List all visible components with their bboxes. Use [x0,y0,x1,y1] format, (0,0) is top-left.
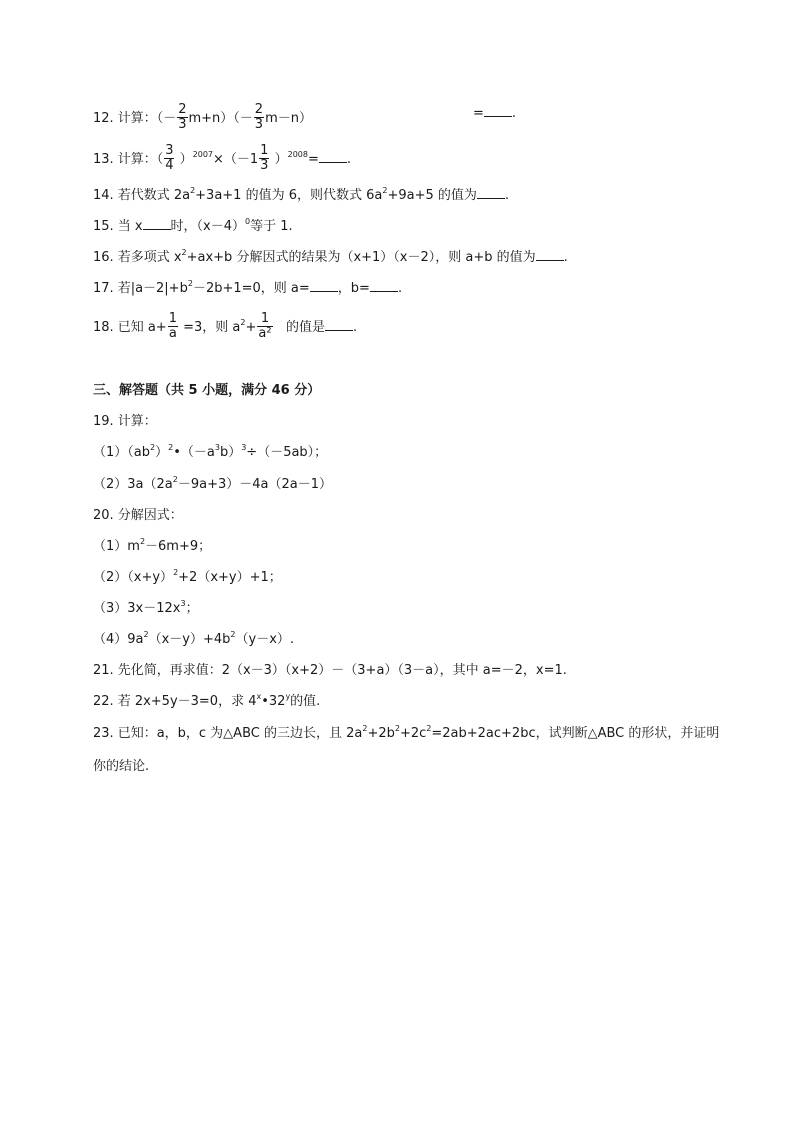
period: . [352,320,358,335]
answer-blank-b[interactable] [370,279,398,292]
question-number: 12. [93,111,114,126]
exponent: 3 [180,599,186,608]
answer-area [473,104,516,123]
expr-text: （4）9a [93,632,144,647]
fraction [168,312,178,341]
question-23-continued [93,758,149,776]
expr-text: ） [179,152,193,167]
exponent: 2 [382,186,388,195]
question-text: +9a+5 的值为 [387,188,477,203]
expr-text: ） [155,445,169,460]
question-label: 计算： [117,414,157,429]
question-19 [93,413,157,431]
question-text: 若 2x+5y－3=0，求 4 [117,694,257,709]
question-label: 计算： [117,111,157,126]
answer-blank[interactable] [477,186,505,199]
question-number: 14. [93,188,114,203]
question-20 [93,507,183,525]
fraction [177,103,187,132]
answer-blank[interactable] [484,104,512,117]
question-number: 21. [93,663,114,678]
exponent: 2 [240,318,246,327]
question-number: 18. [93,320,114,335]
question-20-part-4 [93,631,294,649]
section-title: 三、解答题（共 5 小题，满分 46 分） [93,383,321,398]
exponent: 2 [187,279,193,288]
expr-text: ） [274,152,288,167]
answer-blank[interactable] [536,248,564,261]
question-number: 19. [93,414,114,429]
period: . [511,106,517,121]
expr-text: （2）（x+y） [93,570,174,585]
question-text: 已知：a，b，c 为△ABC 的三边长，且 2a [117,726,363,741]
expr-text: （3）3x－12x [93,601,181,616]
exponent: x [256,692,262,701]
fraction-numerator: 2 [254,102,264,117]
question-21 [93,662,567,680]
expr-text: ； [185,601,199,616]
question-20-part-2 [93,569,282,587]
question-19-part-2 [93,476,332,494]
answer-blank[interactable] [325,318,353,331]
exponent: 2 [168,443,174,452]
expr-text: （2）3a（2a [93,477,173,492]
expr-text: 计算：（ [117,152,164,167]
exponent: 2007 [192,150,213,159]
exponent: 2 [394,724,400,733]
question-19-part-1 [93,444,327,462]
exponent: 3 [241,443,247,452]
question-22 [93,693,320,711]
question-text: 先化简，再求值：2（x－3）（x+2）－（3+a）（3－a），其中 a=－2，x=1. [117,663,567,678]
period: . [563,250,568,265]
fraction-denominator: 3 [254,117,264,132]
fraction-numerator: 1 [168,311,177,326]
question-text: 的值是 [285,320,325,335]
expr-text: （y－x）. [235,632,295,647]
question-text: －2b+1=0，则 a= [192,281,310,296]
expr-text: （x－y）+4b [148,632,231,647]
expr-text: ×（－1 [213,152,259,167]
question-text: 若|a－2|+b [117,281,188,296]
fraction-denominator: a² [258,326,272,341]
question-number: 15. [93,219,114,234]
question-text: ，b= [337,281,370,296]
question-text: 若多项式 x [117,250,182,265]
question-label: 分解因式： [117,508,183,523]
question-text: 你的结论. [93,759,150,774]
exponent: 2 [181,248,187,257]
question-13 [93,145,351,174]
question-number: 20. [93,508,114,523]
fraction-denominator: 3 [178,117,187,132]
answer-blank[interactable] [319,150,347,163]
exponent: 2008 [287,150,308,159]
question-14 [93,186,509,205]
section-heading [93,382,320,400]
expr-text: m+n）（－ [188,111,253,126]
question-text: 的值. [290,694,321,709]
exponent: y [285,692,291,701]
question-number: 22. [93,694,114,709]
fraction [254,103,264,132]
exponent: 0 [244,217,251,226]
question-text: +3a+1 的值为 6，则代数式 6a [195,188,383,203]
question-15 [93,217,293,236]
expr-text: －9a+3）－4a（2a－1） [177,477,332,492]
question-text: 等于 1. [250,219,293,234]
question-text: 若代数式 2a [117,188,191,203]
question-text: + [245,320,257,335]
expr-text: （1）m [93,539,140,554]
expr-text: m－n） [265,111,312,126]
expr-text: ÷（－5ab）； [246,445,328,460]
question-number: 16. [93,250,114,265]
period: . [397,281,403,296]
fraction [257,312,272,341]
answer-blank-a[interactable] [310,279,338,292]
exponent: 2 [362,724,368,733]
exponent: 2 [143,630,149,639]
question-text: =2ab+2ac+2bc，试判断△ABC 的形状，并证明 [431,726,720,741]
question-text: +2c [399,726,427,741]
fraction [164,144,174,173]
period: . [504,188,510,203]
question-text: 已知 a+ [117,320,167,335]
question-16 [93,248,568,267]
exponent: 2 [230,630,236,639]
period: . [346,152,352,167]
question-text: 时，（x－4） [170,219,245,234]
exponent: 2 [173,568,179,577]
question-23 [93,725,719,743]
exponent: 2 [190,186,196,195]
fraction-numerator: 2 [178,102,187,117]
equals-sign: = [473,106,484,121]
fraction-denominator: 3 [260,158,269,173]
question-number: 17. [93,281,114,296]
fraction-numerator: 1 [257,312,272,327]
exponent: 2 [172,475,178,484]
exponent: 3 [214,443,220,452]
question-12 [93,102,517,133]
question-20-part-3 [93,600,199,618]
question-text: =3，则 a [183,320,241,335]
equals-sign: = [307,152,319,167]
fraction-numerator: 1 [260,143,269,158]
question-number: 13. [93,152,114,167]
exponent: 2 [150,443,156,452]
exponent: 2 [139,537,146,546]
fraction [259,144,269,173]
question-number: 23. [93,726,114,741]
question-18 [93,313,357,342]
question-17 [93,279,402,298]
question-text: 当 x [117,219,143,234]
question-text: +2b [367,726,395,741]
expr-text: －6m+9； [145,539,212,554]
question-text: +ax+b 分解因式的结果为（x+1）（x－2），则 a+b 的值为 [186,250,536,265]
expr-text: •（－a [173,445,215,460]
expr-text: （1）（ab [93,445,150,460]
expr-text: b） [219,445,242,460]
fraction-denominator: 4 [165,158,174,173]
exponent: 2 [426,724,432,733]
expr-text: +2（x+y）+1； [178,570,282,585]
answer-blank[interactable] [143,217,171,230]
question-text: •32 [261,694,286,709]
fraction-denominator: a [168,326,177,341]
expr-text: （－ [156,111,177,126]
question-20-part-1 [93,538,211,556]
fraction-numerator: 3 [165,143,174,158]
